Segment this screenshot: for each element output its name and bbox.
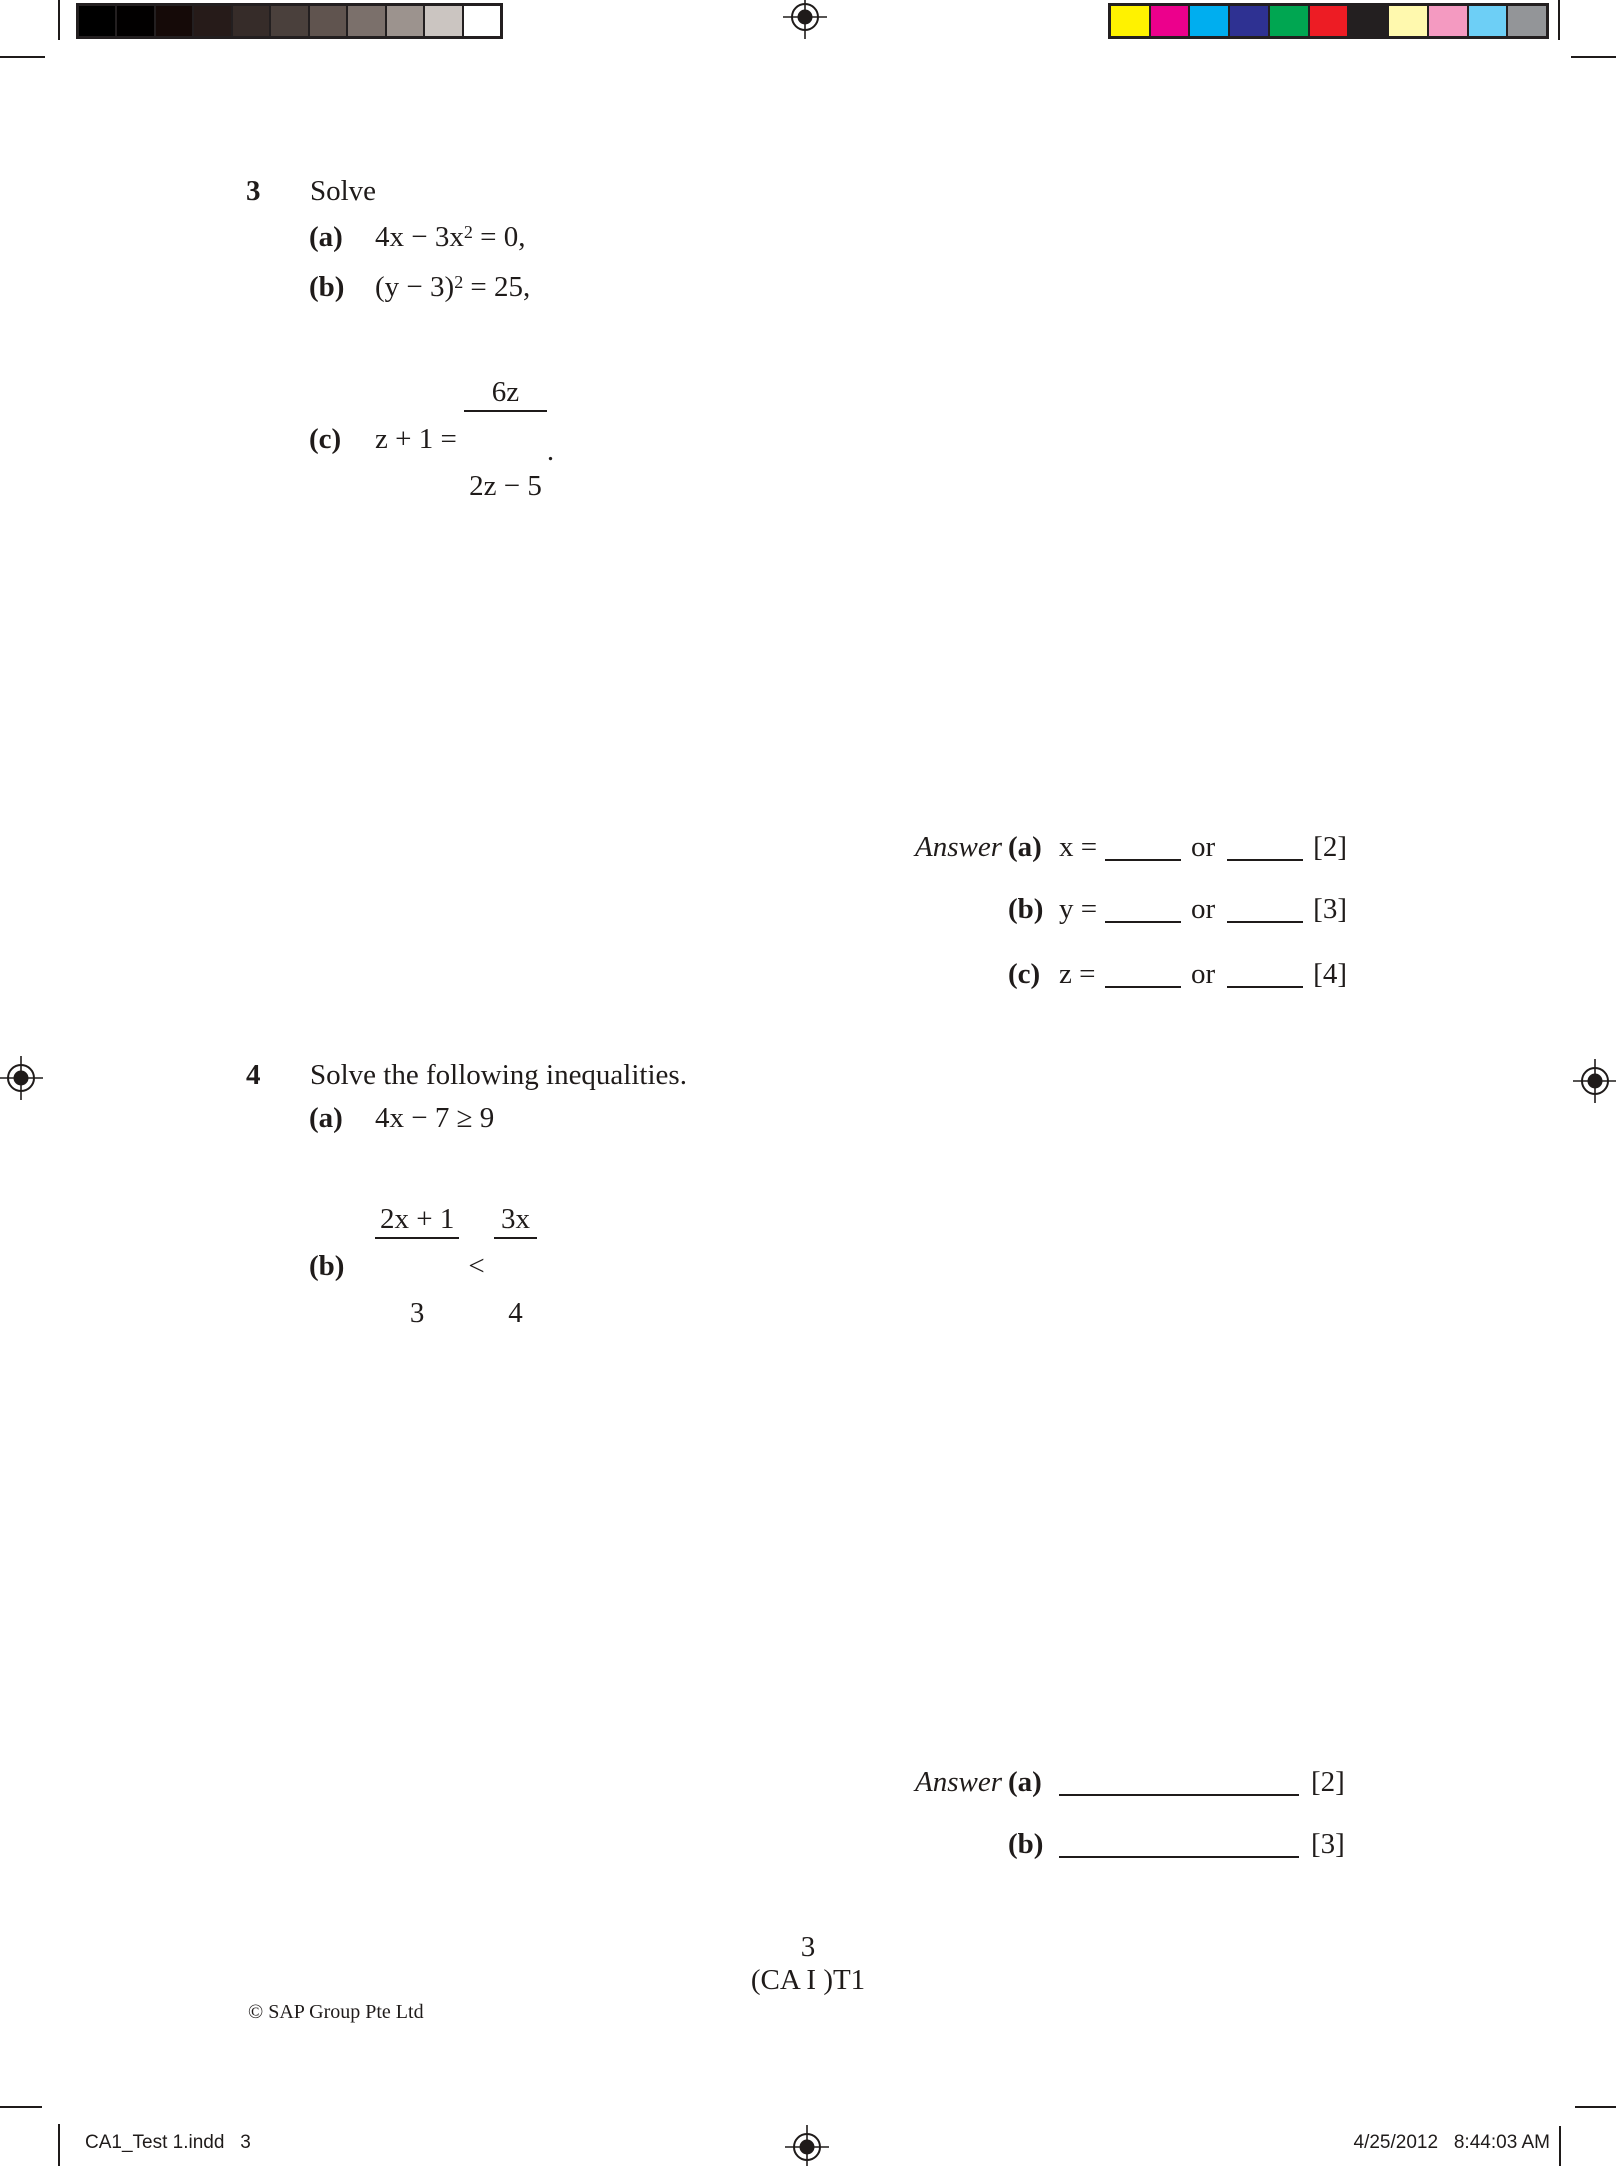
trim-mark (58, 0, 60, 40)
question-4-part-b (309, 1147, 537, 1386)
equation: $4x - 3x^2 = 0$, (375, 221, 526, 253)
answer-or-label: or (1191, 893, 1216, 925)
slug-datetime: 4/25/2012 8:44:03 AM (1353, 2132, 1550, 2153)
swatch (233, 6, 269, 36)
answer-variable: z = (1059, 958, 1096, 990)
trim-mark (58, 2124, 60, 2166)
trim-mark (1559, 2126, 1561, 2166)
slug-filename: CA1_Test 1.indd 3 (85, 2132, 251, 2153)
marks: [3] (1311, 1828, 1345, 1860)
marks: [2] (1311, 1766, 1345, 1798)
color-calibration-bar (1108, 3, 1549, 39)
part-label: (b) (309, 1250, 345, 1282)
trim-mark (1558, 0, 1560, 40)
equation-period: . (546, 435, 555, 467)
trim-mark (0, 2106, 42, 2108)
answer-row (915, 960, 1347, 989)
swatch (194, 6, 230, 36)
marks: [2] (1313, 831, 1347, 863)
registration-mark-icon (1573, 1059, 1616, 1103)
question-number: 3 (246, 175, 261, 207)
swatch (1111, 6, 1149, 36)
swatch (1230, 6, 1268, 36)
swatch (117, 6, 153, 36)
question-3-heading (246, 177, 376, 206)
swatch (79, 6, 115, 36)
question-3-part-b (309, 273, 530, 302)
swatch (348, 6, 384, 36)
answer-part-label: (a) (1008, 1766, 1042, 1798)
fraction-denominator: 4 (508, 1297, 523, 1329)
swatch (1270, 6, 1308, 36)
swatch (1349, 6, 1387, 36)
fraction (375, 1147, 459, 1386)
answer-prefix: Answer (915, 831, 1002, 863)
footer-page-number: 3 (800, 1931, 816, 1963)
fraction (464, 320, 547, 559)
answer-or-label: or (1191, 831, 1216, 863)
answer-or-label: or (1191, 958, 1216, 990)
answer-row (915, 895, 1347, 924)
answer-row (915, 1768, 1345, 1797)
answer-blank (1227, 986, 1303, 988)
question-4-heading (246, 1061, 687, 1090)
copyright: © SAP Group Pte Ltd (248, 2001, 424, 2023)
swatch (425, 6, 461, 36)
part-label: (a) (309, 1102, 343, 1134)
part-label: (a) (309, 221, 343, 253)
answer-blank (1059, 1794, 1299, 1796)
answer-blank (1105, 921, 1181, 923)
question-number: 4 (246, 1059, 261, 1091)
fraction-numerator: 2x + 1 (375, 1205, 459, 1239)
swatch (271, 6, 307, 36)
footer-paper-code: (CA I )T1 (750, 1964, 866, 1996)
registration-mark-icon (785, 2125, 829, 2166)
answer-blank (1105, 986, 1181, 988)
marks: [3] (1313, 893, 1347, 925)
trim-mark (1575, 2106, 1616, 2108)
marks: [4] (1313, 958, 1347, 990)
swatch (1310, 6, 1348, 36)
registration-mark-icon (783, 0, 827, 39)
registration-mark-icon (0, 1056, 43, 1100)
equation: $(y - 3)^2 = 25$, (375, 271, 531, 303)
inequality-sign: < (468, 1250, 485, 1282)
answer-row (915, 1830, 1345, 1859)
question-3-part-a (309, 223, 525, 252)
equation: 4x − 7 ≥ 9 (375, 1102, 495, 1134)
answer-variable: y = (1059, 893, 1098, 925)
question-prompt: Solve the following inequalities. (310, 1059, 687, 1091)
grayscale-calibration-bar (76, 3, 503, 39)
swatch (310, 6, 346, 36)
swatch (156, 6, 192, 36)
swatch (1469, 6, 1507, 36)
answer-blank (1105, 859, 1181, 861)
question-4-part-a (309, 1104, 494, 1133)
fraction-numerator: 6z (464, 378, 547, 412)
answer-part-label: (b) (1008, 893, 1044, 925)
trim-mark (1571, 56, 1616, 58)
fraction-denominator: 3 (409, 1297, 425, 1329)
equation: z + 1 = (375, 423, 465, 455)
trim-mark (0, 56, 45, 58)
swatch (387, 6, 423, 36)
answer-variable: x = (1059, 831, 1098, 863)
swatch (1151, 6, 1189, 36)
answer-part-label: (a) (1008, 831, 1042, 863)
swatch (1389, 6, 1427, 36)
swatch (1429, 6, 1467, 36)
answer-blank (1059, 1856, 1299, 1858)
fraction (494, 1147, 538, 1386)
question-prompt: Solve (310, 175, 377, 207)
swatch (1190, 6, 1228, 36)
fraction-denominator: 2z − 5 (469, 470, 542, 502)
answer-part-label: (b) (1008, 1828, 1044, 1860)
answer-blank (1227, 859, 1303, 861)
swatch (464, 6, 500, 36)
answer-row (915, 833, 1347, 862)
part-label: (c) (309, 423, 342, 455)
question-3-part-c (309, 320, 554, 559)
answer-prefix: Answer (915, 1766, 1002, 1798)
fraction-numerator: 3x (494, 1205, 538, 1239)
answer-blank (1227, 921, 1303, 923)
part-label: (b) (309, 271, 345, 303)
answer-part-label: (c) (1008, 958, 1041, 990)
swatch (1508, 6, 1546, 36)
